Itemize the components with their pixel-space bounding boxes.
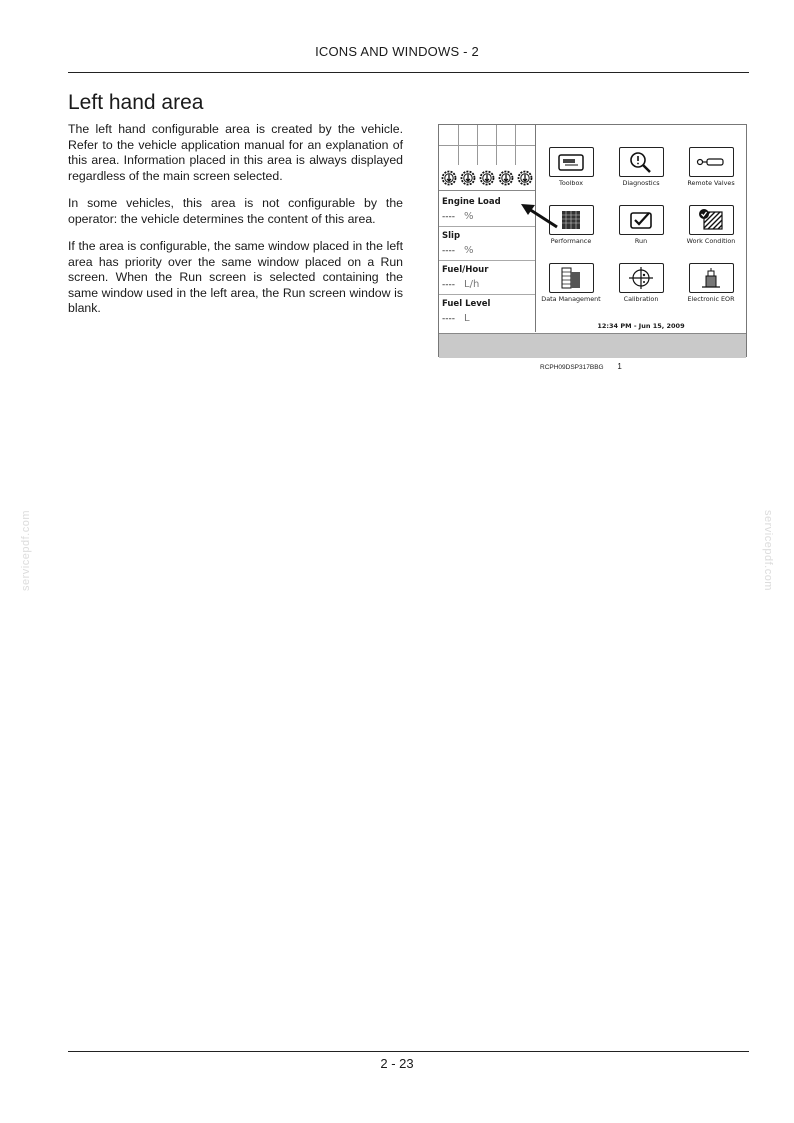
metric-slip bbox=[439, 227, 535, 261]
header-rule bbox=[68, 72, 749, 73]
footer-rule bbox=[68, 1051, 749, 1052]
icon-label: Run bbox=[634, 237, 648, 245]
metric-unit: % bbox=[464, 245, 474, 256]
run-icon bbox=[626, 209, 656, 231]
metric-label: Slip bbox=[442, 231, 461, 241]
metric-unit: % bbox=[464, 211, 474, 222]
toolbox-icon bbox=[556, 151, 586, 173]
data-management-icon bbox=[556, 266, 586, 290]
metric-fuel-level bbox=[439, 295, 535, 329]
gear-gauge-icon bbox=[441, 170, 457, 186]
page-number: 2 - 23 bbox=[380, 1056, 414, 1071]
paragraph-1: The left hand configurable area is created by the vehicle. Refer to the vehicle application manual for an explanation of this area. Information placed in this area is always displayed regardless of the main screen selected. bbox=[68, 122, 403, 183]
remote-valves-tile[interactable] bbox=[676, 147, 746, 187]
diagnostics-tile[interactable] bbox=[606, 147, 676, 187]
gear-gauge-icon bbox=[517, 170, 533, 186]
icon-label: Data Management bbox=[541, 295, 601, 303]
work-condition-icon bbox=[696, 208, 726, 232]
icon-label: Diagnostics bbox=[622, 179, 660, 187]
figure-caption bbox=[540, 362, 622, 371]
data-management-tile[interactable] bbox=[536, 263, 606, 303]
paragraph-3: If the area is configurable, the same window placed in the left area has priority over the same window placed on a Run screen. When the Run screen is selected containing the same window used in the left area, the Run screen window is blank. bbox=[68, 239, 403, 315]
calibration-icon bbox=[626, 266, 656, 290]
icon-label: Work Condition bbox=[686, 237, 736, 245]
datetime-label: 12:34 PM - Jun 15, 2009 bbox=[597, 322, 685, 330]
empty-grid bbox=[439, 125, 535, 165]
metric-label: Fuel Level bbox=[442, 299, 491, 309]
gauge-icon-row bbox=[439, 165, 535, 191]
metric-value: ---- bbox=[442, 280, 455, 290]
icon-label: Remote Valves bbox=[687, 179, 735, 187]
metric-fuel-hour bbox=[439, 261, 535, 295]
toolbox-tile[interactable] bbox=[536, 147, 606, 187]
display-screenshot-figure bbox=[438, 124, 747, 357]
icon-label: Electronic EOR bbox=[687, 295, 735, 303]
metric-unit: L bbox=[464, 313, 470, 324]
callout-arrow bbox=[519, 201, 559, 231]
electronic-eor-tile[interactable] bbox=[676, 263, 746, 303]
gear-gauge-icon bbox=[498, 170, 514, 186]
main-icon-area bbox=[536, 125, 746, 332]
work-condition-tile[interactable] bbox=[676, 205, 746, 245]
section-title: Left hand area bbox=[68, 91, 204, 114]
gear-gauge-icon bbox=[479, 170, 495, 186]
metric-label: Fuel/Hour bbox=[442, 265, 489, 275]
icon-label: Performance bbox=[550, 237, 592, 245]
diagnostics-icon bbox=[626, 150, 656, 174]
header-title: ICONS AND WINDOWS - 2 bbox=[315, 44, 479, 59]
performance-icon bbox=[557, 209, 585, 231]
status-bar bbox=[439, 333, 746, 358]
caption-code: RCPH09DSP317BBG bbox=[540, 364, 604, 371]
icon-label: Toolbox bbox=[559, 179, 583, 187]
remote-valves-icon bbox=[695, 152, 727, 172]
metric-value: ---- bbox=[442, 246, 455, 256]
watermark-left: servicepdf.com bbox=[20, 510, 32, 591]
metric-value: ---- bbox=[442, 314, 455, 324]
watermark-right: servicepdf.com bbox=[762, 510, 774, 591]
metric-label: Engine Load bbox=[442, 197, 501, 207]
caption-number: 1 bbox=[617, 362, 622, 371]
calibration-tile[interactable] bbox=[606, 263, 676, 303]
metric-value: ---- bbox=[442, 212, 455, 222]
run-tile[interactable] bbox=[606, 205, 676, 245]
paragraph-2: In some vehicles, this area is not configurable by the operator: the vehicle determines the content of this area. bbox=[68, 196, 403, 226]
gear-gauge-icon bbox=[460, 170, 476, 186]
icon-label: Calibration bbox=[623, 295, 659, 303]
metric-unit: L/h bbox=[464, 279, 480, 290]
electronic-eor-icon bbox=[696, 266, 726, 290]
